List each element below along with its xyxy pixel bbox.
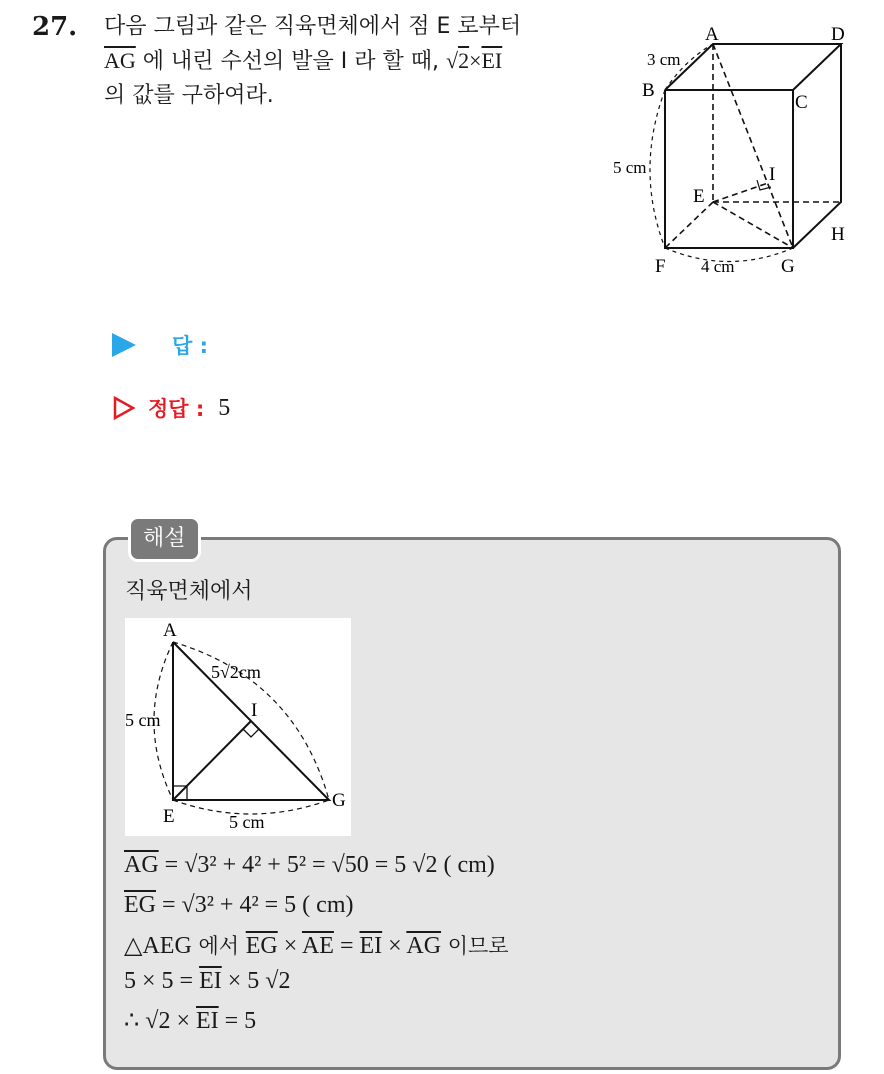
segment-ei: $\overline{EI}$ bbox=[481, 48, 503, 73]
equation-area: △AEG 에서 $\overline{EG} \times \overline{AE} = \overline{EI} \times \overline{AG}$ 이므로 bbox=[124, 933, 509, 959]
tri-dim-eg: 5 cm bbox=[229, 812, 265, 832]
question-number: 27. bbox=[32, 12, 78, 42]
correct-answer-row bbox=[112, 393, 230, 423]
tri-label-i: I bbox=[251, 700, 258, 721]
triangle-figure bbox=[125, 618, 351, 836]
answer-label: 답 : bbox=[172, 334, 208, 358]
dim-5cm: 5 cm bbox=[613, 158, 647, 177]
tri-label-g: G bbox=[332, 790, 346, 811]
equation-eg: $\overline{EG} = √3^2 + 4^2 = 5$ ( cm) bbox=[124, 892, 354, 918]
correct-answer-value: 5 bbox=[218, 394, 231, 421]
label-f: F bbox=[655, 256, 666, 277]
question-text bbox=[104, 10, 604, 113]
outline-triangle-icon bbox=[112, 396, 136, 420]
answer-row bbox=[112, 330, 208, 360]
solution-tag: 해설 bbox=[128, 516, 201, 562]
tri-label-a: A bbox=[163, 620, 177, 641]
cuboid-figure bbox=[605, 20, 865, 280]
question-line-3: 의 값를 구하여라. bbox=[104, 83, 274, 108]
equation-ag: $\overline{AG} = √3^2 + 4^2 + 5^2 = √50 = 5$ √2 ( cm) bbox=[124, 852, 495, 878]
segment-ag: $\overline{AG}$ bbox=[104, 48, 136, 73]
label-i: I bbox=[769, 164, 776, 185]
label-a: A bbox=[705, 24, 719, 45]
dim-3cm: 3 cm bbox=[647, 50, 681, 69]
label-d: D bbox=[831, 24, 845, 45]
tri-dim-ae: 5 cm bbox=[125, 710, 161, 730]
question-line-1: 다음 그림과 같은 직육면체에서 점 E 로부터 bbox=[104, 14, 522, 39]
correct-answer-label: 정답 : bbox=[148, 397, 205, 421]
solution-intro: 직육면체에서 bbox=[125, 579, 253, 604]
label-c: C bbox=[795, 92, 808, 113]
dim-4cm: 4 cm bbox=[701, 257, 735, 276]
label-b: B bbox=[642, 80, 655, 101]
label-e: E bbox=[693, 186, 705, 207]
equation-product: $5 \times 5 = \overline{EI} \times 5$ √2 bbox=[124, 968, 291, 994]
tri-label-e: E bbox=[163, 806, 175, 827]
label-h: H bbox=[831, 224, 845, 245]
question-line-2: $\overline{AG}$ 에 내린 수선의 발을 I 라 할 때, $√2\times\overline{EI}$ bbox=[104, 48, 503, 74]
play-icon bbox=[112, 333, 136, 357]
equation-result: ∴ $√2 \times \overline{EI} = 5$ bbox=[124, 1008, 257, 1034]
tri-dim-hyp: 5√2cm bbox=[211, 662, 261, 682]
label-g: G bbox=[781, 256, 795, 277]
